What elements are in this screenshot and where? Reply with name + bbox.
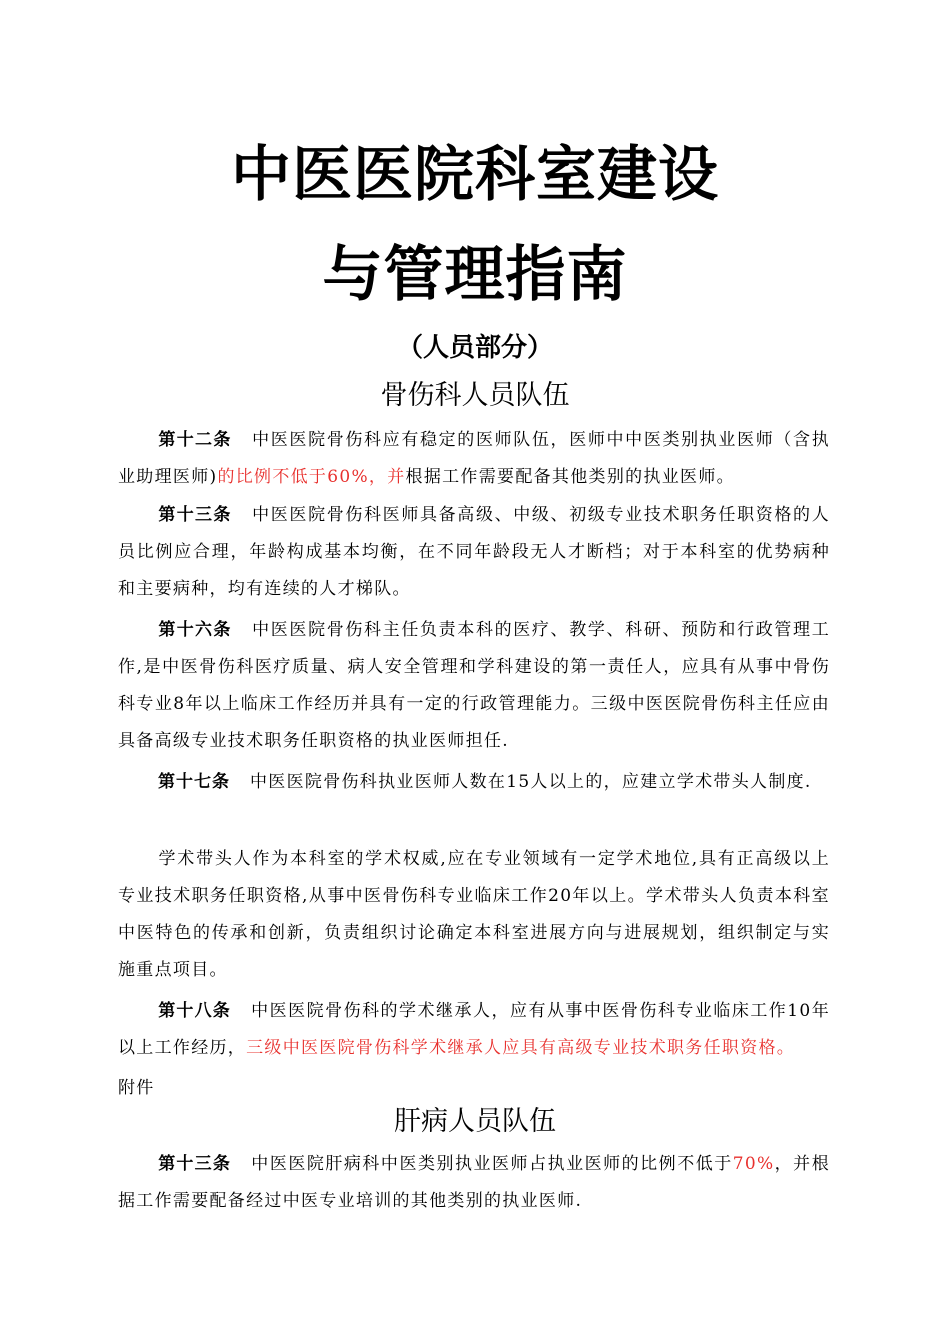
attachment-label: 附件 — [118, 1078, 155, 1098]
article-18-paragraph — [118, 993, 830, 1067]
article-17-paragraph — [118, 764, 830, 801]
article-text: ，并根据工作需要配备经过中医专业培训的其他类别的执业医师. — [118, 1154, 830, 1211]
article-text: 中医医院骨伤科主任负责本科的医疗、教学、科研、预防和行政管理工作,是中医骨伤科医疗质量、病人安全管理和学科建设的第一责任人，应具有从事中骨伤科专业8年以上临床工作经历并具有一定的行政管理能力。三级中医医院骨伤科主任应由具备高级专业技术职务任职资格的执业医师担任. — [118, 620, 830, 751]
highlighted-text: 70% — [732, 1154, 775, 1174]
document-title-line1: 中医医院科室建设 — [231, 140, 719, 210]
article-12-paragraph — [118, 422, 830, 496]
article-text: 中医医院骨伤科医师具备高级、中级、初级专业技术职务任职资格的人员比例应合理，年龄构成基本均衡，在不同年龄段无人才断档；对于本科室的优势病种和主要病种，均有连续的人才梯队。 — [118, 505, 830, 599]
article-label: 第十六条 — [158, 620, 232, 640]
liver-article-13-paragraph — [118, 1146, 830, 1220]
paragraph-text: 学术带头人作为本科室的学术权威,应在专业领域有一定学术地位,具有正高级以上专业技术职务任职资格,从事中医骨伤科专业临床工作20年以上。学术带头人负责本科室中医特色的传承和创新，负责组织讨论确定本科室进展方向与进展规划，组织制定与实施重点项目。 — [118, 849, 830, 980]
article-label: 第十七条 — [158, 772, 230, 792]
article-text: 中医医院骨伤科应有稳定的医师队伍，医师中中医类别执业医师（含执业助理医师) — [118, 430, 830, 487]
section-heading-liver: 肝病人员队伍 — [394, 1106, 556, 1137]
article-text: 根据工作需要配备其他类别的执业医师。 — [405, 467, 735, 487]
article-text: 中医医院骨伤科的学术继承人，应有从事中医骨伤科专业临床工作10年以上工作经历， — [118, 1001, 831, 1058]
section-heading-orthopedics: 骨伤科人员队伍 — [380, 380, 570, 411]
article-label: 第十八条 — [158, 1001, 231, 1021]
academic-leader-paragraph — [118, 841, 830, 989]
document-title-line2: 与管理指南 — [322, 240, 628, 310]
document-subtitle: （人员部分） — [396, 333, 553, 363]
highlighted-text: 的比例不低于60%，并 — [217, 467, 406, 487]
article-label: 第十二条 — [158, 430, 232, 450]
article-text: 中医医院肝病科中医类别执业医师占执业医师的比例不低于 — [251, 1154, 733, 1174]
article-text: 中医医院骨伤科执业医师人数在15人以上的，应建立学术带头人制度. — [250, 772, 812, 792]
article-16-paragraph — [118, 612, 830, 760]
highlighted-text: 三级中医医院骨伤科学术继承人应具有高级专业技术职务任职资格。 — [246, 1038, 796, 1058]
article-label: 第十三条 — [158, 1154, 232, 1174]
article-label: 第十三条 — [158, 505, 232, 525]
article-13-paragraph — [118, 497, 830, 608]
